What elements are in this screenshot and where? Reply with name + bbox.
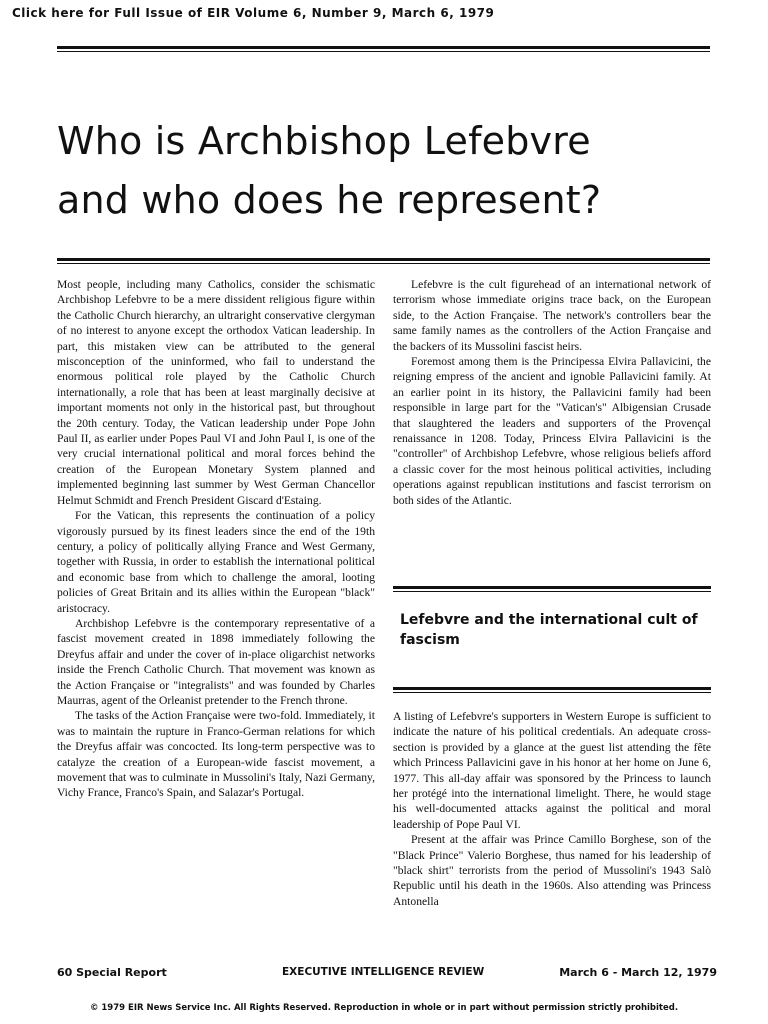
section-subhead: Lefebvre and the international cult of fascism <box>400 612 698 648</box>
paragraph: Lefebvre is the cult figurehead of an international network of terrorism whose immediate origins trace back, on the European side, to the Action Française. The network's controllers bear the same family names as the controllers of the Action Française and the backers of its Mussolini fascist heirs. <box>393 278 711 353</box>
subhead-bottom-rule <box>393 687 711 693</box>
paragraph: Most people, including many Catholics, consider the schismatic Archbishop Lefebvre to be a mere dissident religious figure within the Catholic Church hierarchy, an ultraright conservative clergyman of no interest to anyone except the orthodox Vatican leadership. In part, this mistaken view can be attributed to the general misconception of the uninformed, who fail to understand the enormous political role played by the Catholic Church internationally, a role that has been at least marginally decisive at important moments not only in the historical past, but throughout the 20th century. Today, the Vatican leadership under Pope John Paul II, as earlier under Popes Paul VI and John Paul I, is one of the very crucial international political and moral forces behind the creation of the European Monetary System planned and implemented beginning last summer by West German Chancellor Helmut Schmidt and French President Giscard d'Estaing. <box>57 278 375 507</box>
paragraph: Foremost among them is the Principessa Elvira Pallavicini, the reigning empress of the ancient and ignoble Pallavicini family. At an earlier point in its history, the Pallavicini family had been responsible in large part for the "Vatican's" Albigensian Crusade that slaughtered the leaders and supporters of the Provençal renaissance in 1208. Today, Princess Elvira Pallavicini is the "controller" of Archbishop Lefebvre, whose religious beliefs afford a classic cover for the most heinous political activities, including operations against republican institutions and fascist terrorism on both sides of the Atlantic. <box>393 355 711 507</box>
full-issue-link[interactable]: Click here for Full Issue of EIR Volume 6, Number 9, March 6, 1979 <box>12 6 495 20</box>
issue-dates: March 6 - March 12, 1979 <box>559 966 717 979</box>
subhead-top-rule <box>393 586 711 592</box>
copyright-notice: © 1979 EIR News Service Inc. All Rights Reserved. Reproduction in whole or in part without permission strictly prohibited. <box>89 1003 679 1013</box>
page-footer <box>57 966 717 982</box>
left-column <box>57 277 375 801</box>
paragraph: A listing of Lefebvre's supporters in Western Europe is sufficient to indicate the nature of his political credentials. An adequate cross-section is provided by a glance at the guest list attending the fête which Princess Pallavicini gave in his honor at her home on June 6, 1977. This all-day affair was sponsored by the Princess to launch her protégé into the international limelight. There, he would stage his well-documented attacks against the political and moral leadership of Pope Paul VI. <box>393 710 711 831</box>
title-rule <box>57 258 710 264</box>
paragraph: Present at the affair was Prince Camillo Borghese, son of the "Black Prince" Valerio Borghese, thus named for his leadership of "black shirt" terrorists from the period of Mussolini's 1943 Salò Republic until his death in the 1960s. Also attending was Princess Antonella <box>393 833 711 908</box>
paragraph: For the Vatican, this represents the continuation of a policy vigorously pursued by its finest leaders since the end of the 19th century, a policy of politically allying France and West Germany, together with Russia, in order to establish the international political and economic base from which to challenge the amoral, looting policies of Great Britain and its allies within the European "black" aristocracy. <box>57 509 375 615</box>
top-rule <box>57 46 710 52</box>
paragraph: Archbishop Lefebvre is the contemporary representative of a fascist movement created in 1898 immediately following the Dreyfus affair and under the cover of in-place oligarchist networks inside the French Catholic Church. That movement was known as the Action Française or "integralists" and was founded by Charles Maurras, agent of the Orleanist pretender to the French throne. <box>57 616 375 707</box>
page-number-section: 60 Special Report <box>57 966 167 979</box>
title-line-1: Who is Archbishop Lefebvre <box>57 119 591 163</box>
paragraph: The tasks of the Action Française were two-fold. Immediately, it was to maintain the rupture in Franco-German relations for which the Dreyfus affair was concocted. Its long-term perspective was to catalyze the creation of a European-wide fascist movement, a movement that was to culminate in Mussolini's Italy, Nazi Germany, Vichy France, Franco's Spain, and Salazar's Portugal. <box>57 709 375 800</box>
publication-name: EXECUTIVE INTELLIGENCE REVIEW <box>282 966 485 978</box>
article-title <box>57 112 717 230</box>
right-column-top <box>393 277 711 508</box>
title-line-2: and who does he represent? <box>57 178 602 222</box>
right-column-bottom <box>393 709 711 909</box>
